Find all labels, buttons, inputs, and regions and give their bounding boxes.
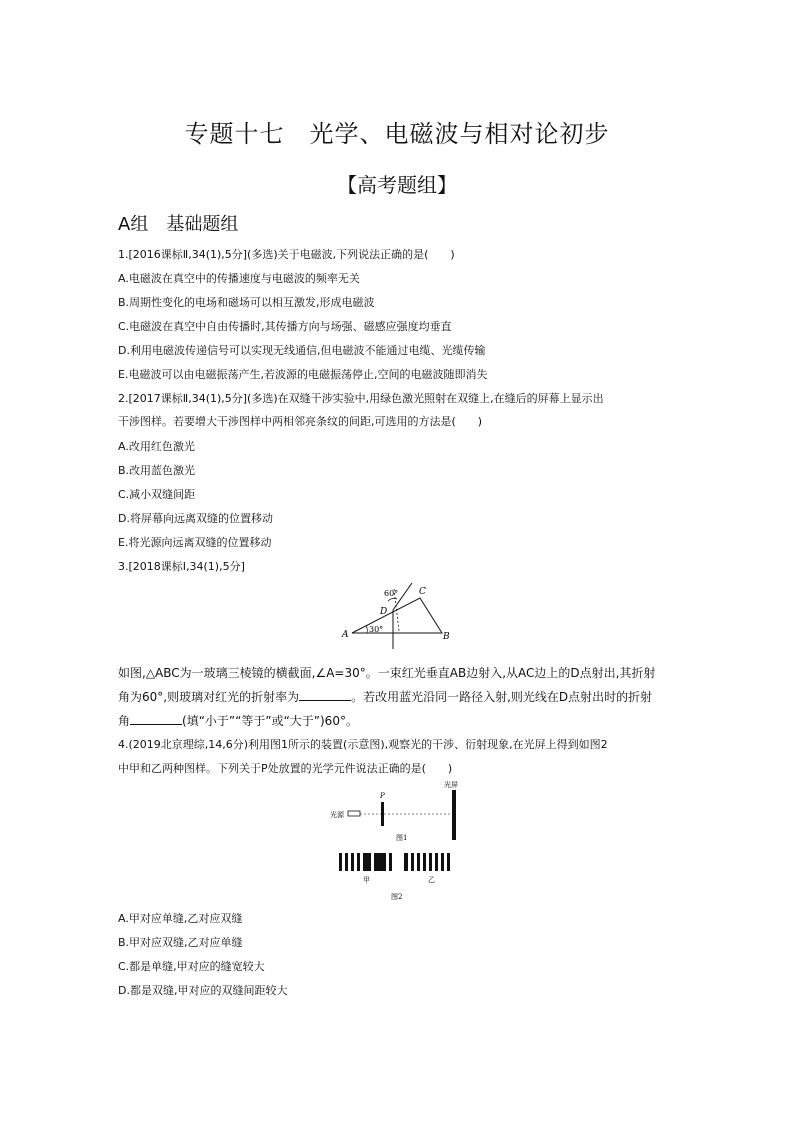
- q1-stem: 1.[2016课标Ⅱ,34(1),5分](多选)关于电磁波,下列说法正确的是( ): [118, 248, 455, 261]
- q3-text-line3-start: 角: [118, 714, 131, 728]
- figure2-caption: 图2: [391, 893, 403, 901]
- q4-option-d: D.都是双缝,甲对应的双缝间距较大: [118, 984, 288, 997]
- q1-option-b: B.周期性变化的电场和磁场可以相互激发,形成电磁波: [118, 296, 375, 309]
- q1-option-c: C.电磁波在真空中自由传播时,其传播方向与场强、磁感应强度均垂直: [118, 320, 452, 333]
- label-d: D: [380, 607, 388, 617]
- apparatus-figure: [328, 780, 464, 846]
- label-b: B: [443, 632, 450, 642]
- q3-text-line2-start: 角为60°,则玻璃对红光的折射率为: [118, 690, 300, 704]
- q1-option-e: E.电磁波可以由电磁振荡产生,若波源的电磁振荡停止,空间的电磁波随即消失: [118, 368, 488, 381]
- screen-label: 光屏: [444, 781, 458, 789]
- q2-option-e: E.将光源向远离双缝的位置移动: [118, 536, 272, 549]
- label-angle-30: 30°: [369, 625, 384, 634]
- light-source-box: [348, 811, 360, 816]
- q3-text-line2-end: 。若改用蓝光沿同一路径入射,则光线在D点射出时的折射: [351, 690, 653, 704]
- label-c: C: [419, 587, 426, 597]
- page-title: 专题十七 光学、电磁波与相对论初步: [184, 120, 610, 148]
- element-p: [381, 802, 384, 826]
- prism-diagram: [336, 583, 462, 653]
- label-angle-60: 60°: [384, 589, 399, 598]
- label-a: A: [342, 630, 349, 640]
- q2-option-a: A.改用红色激光: [118, 440, 195, 453]
- q3-stem: 3.[2018课标Ⅰ,34(1),5分]: [118, 560, 245, 573]
- q1-option-d: D.利用电磁波传递信号可以实现无线通信,但电磁波不能通过电缆、光缆传输: [118, 344, 486, 357]
- q4-option-b: B.甲对应双缝,乙对应单缝: [118, 936, 243, 949]
- answer-blank-1[interactable]: [299, 689, 351, 701]
- group-title: A组 基础题组: [118, 214, 239, 235]
- angle-arc-30: [366, 626, 367, 633]
- answer-blank-2[interactable]: [130, 713, 182, 725]
- screen: [452, 790, 456, 840]
- pattern-label-yi: 乙: [428, 876, 435, 884]
- q2-option-d: D.将屏幕向远离双缝的位置移动: [118, 512, 273, 525]
- pattern-yi: [404, 853, 450, 871]
- figure1-caption: 图1: [396, 834, 408, 842]
- q2-stem-line1: 2.[2017课标Ⅱ,34(1),5分](多选)在双缝干涉实验中,用绿色激光照射在双缝上,在缝后的屏幕上显示出: [118, 392, 604, 405]
- q4-stem-line1: 4.(2019北京理综,14,6分)利用图1所示的装置(示意图),观察光的干涉、衍射现象,在光屏上得到如图2: [118, 738, 608, 751]
- q3-text-line1: 如图,△ABC为一玻璃三棱镜的横截面,∠A=30°。一束红光垂直AB边射入,从AC边上的D点射出,其折射: [118, 666, 656, 680]
- q2-option-c: C.减小双缝间距: [118, 488, 196, 501]
- angle-arc-60: [388, 598, 397, 601]
- pattern-label-jia: 甲: [363, 876, 370, 884]
- q2-stem-line2: 干涉图样。若要增大干涉图样中两相邻亮条纹的间距,可选用的方法是( ): [118, 415, 483, 428]
- q2-option-b: B.改用蓝色激光: [118, 464, 196, 477]
- section-subtitle: 【高考题组】: [337, 173, 457, 197]
- pattern-figure: [336, 852, 462, 904]
- pattern-jia: [339, 853, 392, 871]
- q4-option-c: C.都是单缝,甲对应的缝宽较大: [118, 960, 265, 973]
- p-label: P: [380, 792, 385, 800]
- prism-triangle: [352, 598, 442, 633]
- q3-text-line2: [118, 689, 718, 705]
- q4-option-a: A.甲对应单缝,乙对应双缝: [118, 912, 243, 925]
- q3-text-line3-end: (填“小于”“等于”或“大于”)60°。: [182, 714, 358, 728]
- q3-text-line3: [118, 713, 718, 729]
- light-source-label: 光源: [330, 811, 344, 819]
- q1-option-a: A.电磁波在真空中的传播速度与电磁波的频率无关: [118, 272, 360, 285]
- q4-stem-line2: 中甲和乙两种图样。下列关于P处放置的光学元件说法正确的是( ): [118, 762, 453, 775]
